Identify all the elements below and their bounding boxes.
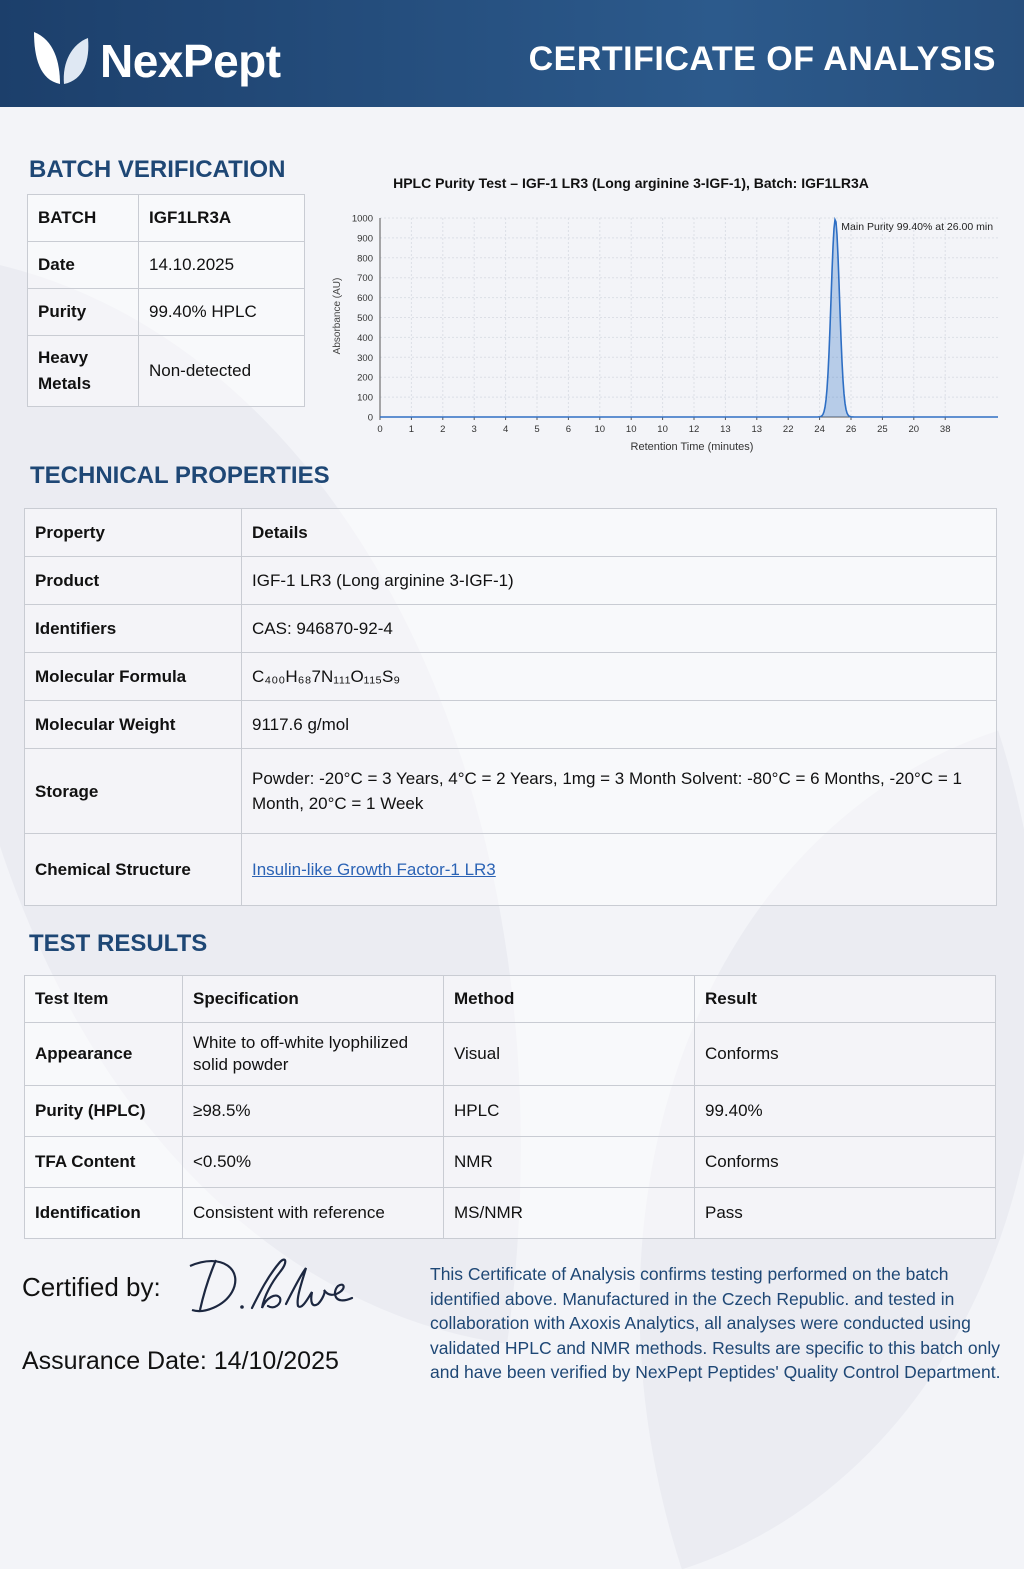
chemical-structure-key: Chemical Structure bbox=[25, 834, 242, 906]
certificate-footnote: This Certificate of Analysis confirms testing performed on the batch identified above. Manufactured in the Czech Republic. and tested in collaboration with Axoxis Analytics, all analyses were conducted using validated HPLC and NMR methods. Results are specific to this batch only and have been verified by NexPept Peptides' Quality Control Department. bbox=[430, 1264, 1001, 1382]
table-row bbox=[25, 1137, 996, 1188]
chart-title: HPLC Purity Test – IGF-1 LR3 (Long arginine 3-IGF-1), Batch: IGF1LR3A bbox=[393, 175, 869, 191]
heavy-metals-key: Heavy Metals bbox=[28, 336, 139, 407]
y-tick-label: 200 bbox=[357, 372, 373, 384]
specification: White to off-white lyophilized solid powder bbox=[183, 1023, 444, 1086]
table-row bbox=[25, 1188, 996, 1239]
details-header: Details bbox=[242, 509, 997, 557]
y-tick-label: 0 bbox=[367, 412, 373, 424]
x-tick-label: 26 bbox=[845, 424, 857, 435]
result: Conforms bbox=[695, 1137, 996, 1188]
test-item-header: Test Item bbox=[25, 976, 183, 1023]
result: Pass bbox=[695, 1188, 996, 1239]
y-tick-label: 400 bbox=[357, 332, 373, 344]
date-value: 14.10.2025 bbox=[139, 242, 305, 289]
method: Visual bbox=[444, 1023, 695, 1086]
test-item: Purity (HPLC) bbox=[25, 1086, 183, 1137]
y-tick-label: 1000 bbox=[351, 213, 373, 225]
specification: Consistent with reference bbox=[183, 1188, 444, 1239]
method: HPLC bbox=[444, 1086, 695, 1137]
x-tick-label: 4 bbox=[502, 424, 509, 435]
formula-value: C₄₀₀H₆₈7N₁₁₁O₁₁₅S₉ bbox=[242, 653, 997, 701]
chemical-structure-link[interactable]: Insulin-like Growth Factor-1 LR3 bbox=[252, 859, 496, 879]
table-row bbox=[25, 605, 997, 653]
test-item: TFA Content bbox=[25, 1137, 183, 1188]
table-row bbox=[25, 976, 996, 1023]
assurance-date: Assurance Date: 14/10/2025 bbox=[22, 1347, 339, 1375]
x-tick-label: 3 bbox=[471, 424, 477, 435]
table-row bbox=[25, 509, 997, 557]
chemical-structure-cell bbox=[242, 834, 997, 906]
storage-key: Storage bbox=[25, 749, 242, 834]
brand-name: NexPept bbox=[100, 35, 281, 87]
y-tick-label: 700 bbox=[357, 273, 373, 285]
test-results-table bbox=[24, 975, 996, 1239]
x-tick-label: 6 bbox=[565, 424, 572, 435]
heavy-metals-value: Non-detected bbox=[139, 336, 305, 407]
chromatogram-line bbox=[380, 220, 998, 417]
y-tick-label: 900 bbox=[357, 233, 373, 245]
table-row bbox=[28, 289, 305, 336]
x-tick-label: 0 bbox=[377, 424, 383, 435]
batch-table bbox=[27, 194, 305, 407]
batch-value: IGF1LR3A bbox=[139, 195, 305, 242]
x-tick-label: 24 bbox=[814, 424, 825, 435]
table-row bbox=[28, 242, 305, 289]
technical-properties-table bbox=[24, 508, 997, 906]
table-row bbox=[25, 701, 997, 749]
y-axis-label: Absorbance (AU) bbox=[332, 277, 343, 355]
table-row bbox=[25, 1023, 996, 1086]
weight-key: Molecular Weight bbox=[25, 701, 242, 749]
table-row bbox=[25, 834, 997, 906]
y-tick-label: 500 bbox=[357, 313, 373, 324]
hplc-chart bbox=[326, 166, 1006, 456]
x-axis-label: Retention Time (minutes) bbox=[630, 441, 754, 453]
certificate-title: CERTIFICATE OF ANALYSIS bbox=[528, 40, 996, 78]
table-row bbox=[25, 653, 997, 701]
x-tick-label: 12 bbox=[688, 424, 700, 435]
specification: <0.50% bbox=[183, 1137, 444, 1188]
certified-by-label: Certified by: bbox=[22, 1272, 161, 1302]
formula-key: Molecular Formula bbox=[25, 653, 242, 701]
product-value: IGF-1 LR3 (Long arginine 3-IGF-1) bbox=[242, 557, 997, 605]
result: 99.40% bbox=[695, 1086, 996, 1137]
specification: ≥98.5% bbox=[183, 1086, 444, 1137]
result: Conforms bbox=[695, 1023, 996, 1086]
identifiers-key: Identifiers bbox=[25, 605, 242, 653]
x-tick-label: 10 bbox=[657, 424, 668, 435]
signature bbox=[182, 1252, 362, 1322]
test-results-title: TEST RESULTS bbox=[29, 930, 208, 957]
method-header: Method bbox=[444, 976, 695, 1023]
header-banner bbox=[0, 0, 1024, 107]
result-header: Result bbox=[695, 976, 996, 1023]
x-tick-label: 25 bbox=[877, 424, 888, 435]
x-tick-label: 10 bbox=[594, 424, 606, 435]
x-tick-label: 20 bbox=[908, 424, 920, 435]
table-row bbox=[25, 749, 997, 834]
batch-verification-title: BATCH VERIFICATION bbox=[29, 156, 286, 183]
weight-value: 9117.6 g/mol bbox=[242, 701, 997, 749]
table-row bbox=[28, 195, 305, 242]
y-tick-label: 800 bbox=[357, 253, 373, 265]
x-tick-label: 38 bbox=[939, 424, 951, 435]
product-key: Product bbox=[25, 557, 242, 605]
purity-key: Purity bbox=[28, 289, 139, 336]
specification-header: Specification bbox=[183, 976, 444, 1023]
x-tick-label: 10 bbox=[625, 424, 637, 435]
table-row bbox=[25, 557, 997, 605]
table-row bbox=[28, 336, 305, 407]
peak-annotation: Main Purity 99.40% at 26.00 min bbox=[841, 221, 994, 234]
method: MS/NMR bbox=[444, 1188, 695, 1239]
test-item: Identification bbox=[25, 1188, 183, 1239]
date-key: Date bbox=[28, 242, 139, 289]
technical-properties-title: TECHNICAL PROPERTIES bbox=[30, 462, 330, 489]
leaf-logo-icon bbox=[30, 28, 92, 88]
x-tick-label: 2 bbox=[440, 424, 446, 435]
purity-value: 99.40% HPLC bbox=[139, 289, 305, 336]
property-header: Property bbox=[25, 509, 242, 557]
y-tick-label: 600 bbox=[357, 293, 373, 305]
identifiers-value: CAS: 946870-92-4 bbox=[242, 605, 997, 653]
table-row bbox=[25, 1086, 996, 1137]
method: NMR bbox=[444, 1137, 695, 1188]
y-tick-label: 300 bbox=[357, 352, 373, 364]
x-tick-label: 1 bbox=[408, 424, 415, 435]
storage-value: Powder: -20°C = 3 Years, 4°C = 2 Years, 1mg = 3 Month Solvent: -80°C = 6 Months, -20°C = 1 Month, 20°C = 1 Week bbox=[242, 749, 997, 834]
chromatogram-peak-area bbox=[819, 219, 851, 417]
x-tick-label: 13 bbox=[720, 424, 731, 435]
batch-key: BATCH bbox=[28, 195, 139, 242]
x-tick-label: 22 bbox=[782, 424, 794, 435]
x-tick-label: 13 bbox=[751, 424, 763, 435]
test-item: Appearance bbox=[25, 1023, 183, 1086]
y-tick-label: 100 bbox=[357, 392, 373, 404]
x-tick-label: 5 bbox=[534, 424, 540, 435]
